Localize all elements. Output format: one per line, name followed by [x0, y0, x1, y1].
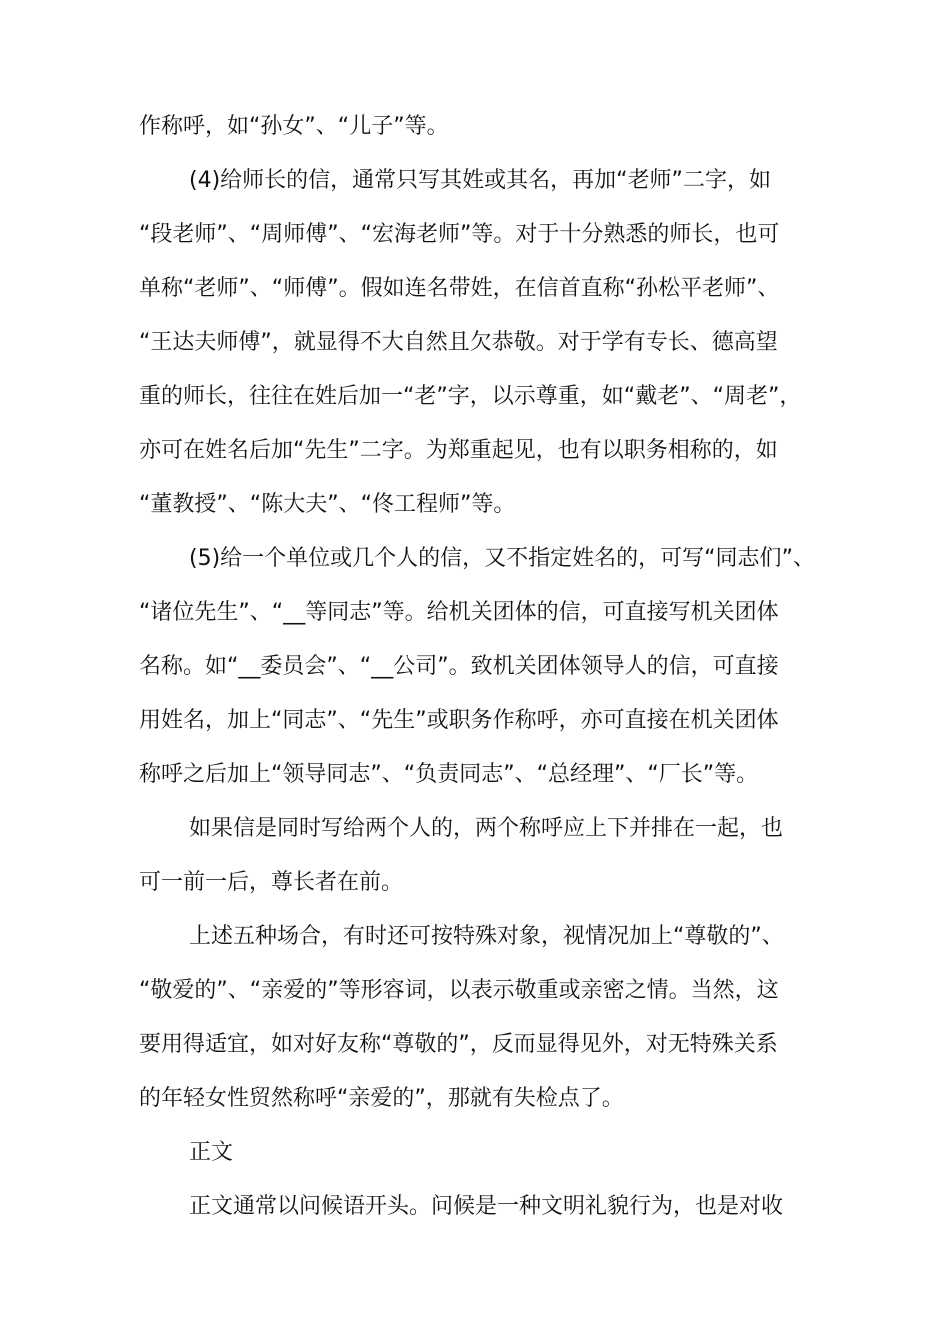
text-line: 重的师长，往往在姓后加一“老”字，以示尊重，如“戴老”、“周老”， [139, 384, 802, 409]
text-line: 亦可在姓名后加“先生”二字。为郑重起见，也有以职务相称的，如 [139, 438, 778, 463]
paragraph-body-line: 正文通常以问候语开头。问候是一种文明礼貌行为，也是对收 [189, 1194, 784, 1219]
text-line: 的年轻女性贸然称呼“亲爱的”，那就有失检点了。 [139, 1086, 624, 1111]
text-line: 要用得适宜，如对好友称“尊敬的”，反而显得见外，对无特殊关系 [139, 1032, 778, 1057]
text-line: “董教授”、“陈大夫”、“佟工程师”等。 [139, 492, 516, 517]
paragraph-adjectives-line: 上述五种场合，有时还可按特殊对象，视情况加上“尊敬的”、 [189, 924, 784, 949]
text-line: “敬爱的”、“亲爱的”等形容词，以表示敬重或亲密之情。当然，这 [139, 978, 779, 1003]
text-line: “诸位先生”、“__等同志”等。给机关团体的信，可直接写机关团体 [139, 600, 779, 625]
text-line: 作称呼，如“孙女”、“儿子”等。 [139, 114, 449, 139]
text-line: “王达夫师傅”，就显得不大自然且欠恭敬。对于学有专长、德高望 [139, 330, 778, 355]
text-line: 可一前一后，尊长者在前。 [139, 870, 404, 895]
text-line: “段老师”、“周师傅”、“宏海老师”等。对于十分熟悉的师长，也可 [139, 222, 780, 247]
text-line: 用姓名，加上“同志”、“先生”或职务作称呼，亦可直接在机关团体 [139, 708, 779, 733]
section-heading-body: 正文 [189, 1140, 234, 1165]
text-line: 名称。如“__委员会”、“__公司”。致机关团体领导人的信，可直接 [139, 654, 779, 679]
paragraph-item-5-line: (5)给一个单位或几个人的信，又不指定姓名的，可写“同志们”、 [189, 546, 815, 571]
text-line: 称呼之后加上“领导同志”、“负责同志”、“总经理”、“厂长”等。 [139, 762, 759, 787]
paragraph-two-recipients-line: 如果信是同时写给两个人的，两个称呼应上下并排在一起，也 [189, 816, 784, 841]
text-line: 单称“老师”、“师傅”。假如连名带姓，在信首直称“孙松平老师”、 [139, 276, 780, 301]
paragraph-item-4-line: (4)给师长的信，通常只写其姓或其名，再加“老师”二字，如 [189, 168, 771, 193]
